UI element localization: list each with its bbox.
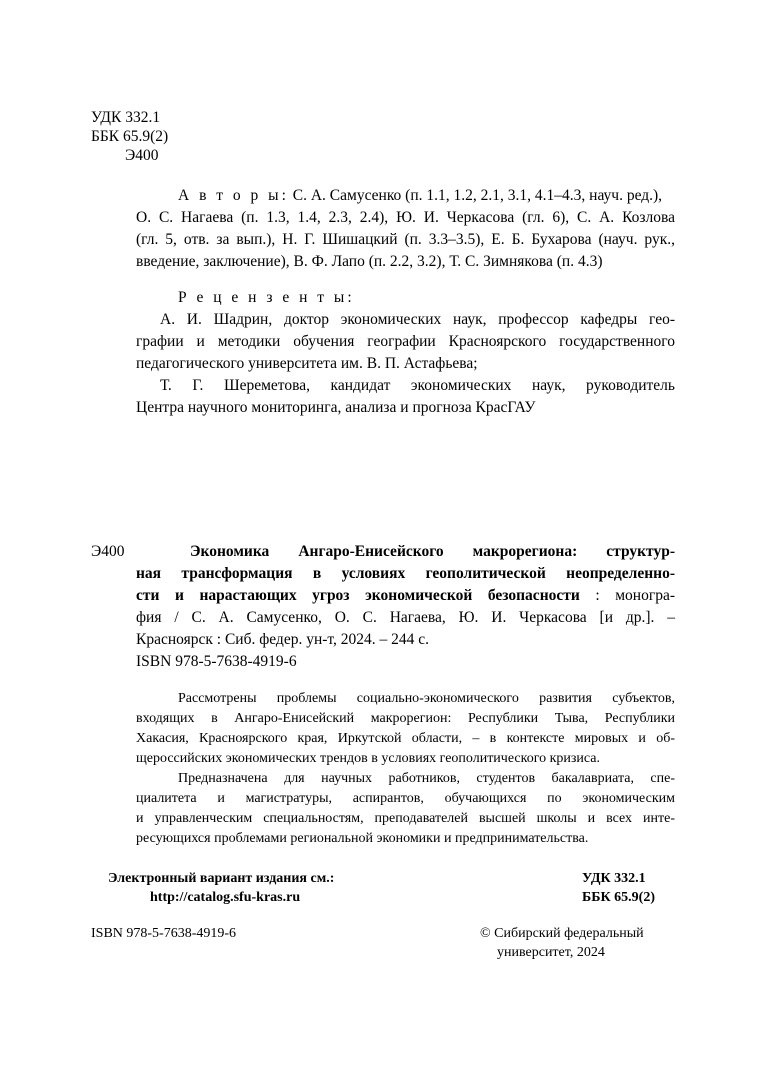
bib-code: Э400 — [91, 543, 125, 560]
annotation-line: щероссийских экономических трендов в условиях геополитического кризиса. — [136, 751, 601, 766]
reviewer-line: графии и методики обучения географии Красноярского государственного — [136, 333, 675, 350]
annotation-line: ресующихся проблемами региональной экономики и предпринимательства. — [136, 831, 589, 846]
footer-isbn: ISBN 978-5-7638-4919-6 — [91, 926, 237, 941]
annotation-line: Хакасия, Красноярского края, Иркутской области, – в контексте мировых и об- — [136, 731, 675, 746]
annotation-line: циалитета и магистратуры, аспирантов, обучающихся по экономическим — [136, 791, 675, 806]
book-title-tail: : моногра- — [579, 587, 675, 604]
authors-line: введение, заключение), В. Ф. Лапо (п. 2.2, 3.2), Т. С. Зимнякова (п. 4.3) — [136, 253, 603, 270]
bib-line: фия / С. А. Самусенко, О. С. Нагаева, Ю. И. Черкасова [и др.]. – — [136, 609, 675, 626]
copyright-line: © Сибирский федеральный — [480, 926, 644, 941]
electronic-version-label: Электронный вариант издания см.: — [108, 871, 335, 886]
bbk-code: ББК 65.9(2) — [91, 128, 169, 145]
authors-line: С. А. Самусенко (п. 1.1, 1.2, 2.1, 3.1, 4.1–4.3, науч. ред.), — [292, 187, 663, 204]
footer-udk: УДК 332.1 — [582, 871, 646, 886]
reviewer-line: Центра научного мониторинга, анализа и прогноза КрасГАУ — [136, 399, 536, 416]
annotation-line: и управленческим специальностям, преподавателей высшей школы и всех инте- — [136, 811, 675, 826]
authors-first-line — [178, 187, 662, 205]
book-title-line: ная трансформация в условиях геополитической неопределенно- — [136, 565, 675, 582]
annotation-line: Рассмотрены проблемы социально-экономического развития субъектов, — [178, 691, 675, 706]
authors-line: О. С. Нагаева (п. 1.3, 1.4, 2.3, 2.4), Ю. И. Черкасова (гл. 6), С. А. Козлова — [136, 209, 675, 226]
footer-bbk: ББК 65.9(2) — [582, 890, 655, 905]
book-title-line: сти и нарастающих угроз экономической безопасности — [136, 587, 580, 604]
bib-isbn: ISBN 978-5-7638-4919-6 — [136, 653, 297, 670]
authors-line: (гл. 5, отв. за вып.), Н. Г. Шишацкий (п. 3.3–3.5), Е. Б. Бухарова (науч. рук., — [136, 231, 675, 248]
udk-code: УДК 332.1 — [91, 109, 161, 126]
authors-label: А в т о р ы: — [178, 187, 289, 204]
reviewers-label: Р е ц е н з е н т ы: — [178, 289, 355, 306]
book-title-line: Экономика Ангаро-Енисейского макрорегиона: структур- — [190, 543, 675, 560]
reviewer-line: Т. Г. Шереметова, кандидат экономических наук, руководитель — [160, 377, 675, 394]
author-sign-code: Э400 — [125, 147, 159, 164]
copyright-line: университет, 2024 — [497, 945, 605, 960]
electronic-version-link[interactable]: http://catalog.sfu-kras.ru — [150, 890, 301, 905]
annotation-line: входящих в Ангаро-Енисейский макрорегион: Республики Тыва, Республики — [136, 711, 675, 726]
annotation-line: Предназначена для научных работников, студентов бакалавриата, спе- — [178, 771, 675, 786]
bib-line: Красноярск : Сиб. федер. ун-т, 2024. – 244 с. — [136, 631, 430, 648]
reviewer-line: педагогического университета им. В. П. Астафьева; — [136, 355, 478, 372]
reviewer-line: А. И. Шадрин, доктор экономических наук, профессор кафедры гео- — [160, 311, 675, 328]
book-title-line-combined — [136, 587, 675, 605]
